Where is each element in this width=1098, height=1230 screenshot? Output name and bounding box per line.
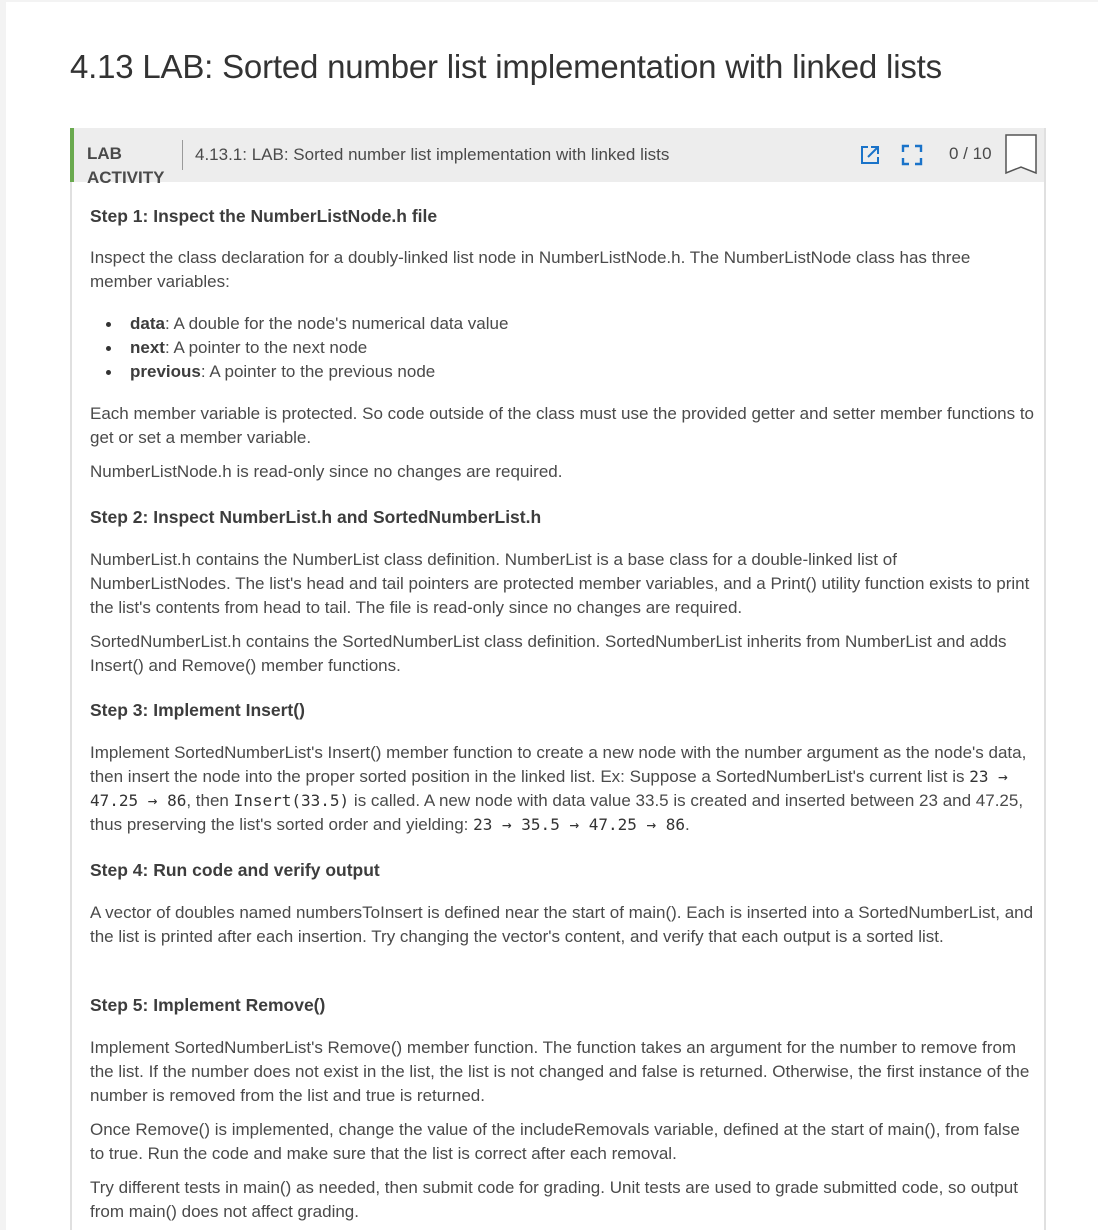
step1-protected-note: Each member variable is protected. So code outside of the class must use the provided getter and setter member functions to get or set a member variable. (90, 404, 1034, 447)
step5-include-removals: Once Remove() is implemented, change the value of the includeRemovals variable, defined at the start of main(), from false to true. Run the code and make sure that the list is correct after each removal. (90, 1120, 1020, 1163)
activity-type-label: LAB ACTIVITY (87, 144, 165, 187)
example-list-code: 23 → 47.25 → 86 (90, 767, 1008, 810)
step4-desc: A vector of doubles named numbersToInsert is defined near the start of main(). Each is inserted into a SortedNumberList, and the list is printed after each insertion. Try changing the vector's content, and verify that each output is a sorted list. (90, 903, 1034, 946)
fullscreen-icon[interactable] (901, 144, 923, 166)
activity-title: 4.13.1: LAB: Sorted number list implementation with linked lists (195, 145, 670, 164)
step3-insert-desc: Implement SortedNumberList's Insert() member function to create a new node with the number argument as the node's data, then insert the node into the proper sorted position in the linked list. Ex: Suppose a SortedNumberList's current list is 23 → 47.25 → 86, then Insert(33.5) is called. A new node with data value 33.5 is created and inserted between 23 and 47.25, thus preserving the list's sorted order and yielding: 23 → 35.5 → 47.25 → 86. (90, 743, 1027, 834)
step1-readonly-note: NumberListNode.h is read-only since no changes are required. (90, 462, 563, 481)
step2-heading: Step 2: Inspect NumberList.h and SortedNumberList.h (90, 507, 542, 527)
score-display: 0 / 10 (949, 144, 992, 163)
lab-activity-panel (70, 128, 1046, 1230)
step5-remove-desc: Implement SortedNumberList's Remove() member function. The function takes an argument for the number to remove from the list. If the number does not exist in the list, the list is not changed and false is returned. Otherwise, the first instance of the number is removed from the list and true is returned. (90, 1038, 1030, 1105)
page (6, 2, 1098, 1230)
header-divider (182, 140, 183, 170)
step4-heading: Step 4: Run code and verify output (90, 860, 380, 880)
page-title: 4.13 LAB: Sorted number list implementation with linked lists (70, 48, 942, 85)
step1-heading: Step 1: Inspect the NumberListNode.h file (90, 206, 438, 226)
step2-sorted-desc: SortedNumberList.h contains the SortedNumberList class definition. SortedNumberList inherits from NumberList and adds Insert() and Remove() member functions. (90, 632, 1007, 675)
step5-heading: Step 5: Implement Remove() (90, 995, 326, 1015)
step2-numberlist-desc: NumberList.h contains the NumberList class definition. NumberList is a base class for a double-linked list of NumberListNodes. The list's head and tail pointers are protected member variables, and a Print() utility function exists to print the list's contents from head to tail. The file is read-only since no changes are required. (90, 550, 1030, 617)
list-item: next: A pointer to the next node (90, 336, 508, 360)
activity-header (70, 128, 1044, 187)
step3-heading: Step 3: Implement Insert() (90, 700, 305, 720)
open-external-icon[interactable] (859, 144, 881, 166)
member-variable-list (90, 312, 508, 384)
step5-grading-note: Try different tests in main() as needed, then submit code for grading. Unit tests are used to grade submitted code, so output from main() does not affect grading. (90, 1178, 1018, 1221)
list-item: data: A double for the node's numerical data value (90, 312, 508, 336)
list-item: previous: A pointer to the previous node (90, 360, 508, 384)
insert-call-code: Insert(33.5) (233, 791, 350, 810)
step1-intro: Inspect the class declaration for a doubly-linked list node in NumberListNode.h. The NumberListNode class has three member variables: (90, 248, 971, 291)
result-list-code: 23 → 35.5 → 47.25 → 86 (473, 815, 686, 834)
bookmark-icon[interactable] (1005, 134, 1037, 176)
